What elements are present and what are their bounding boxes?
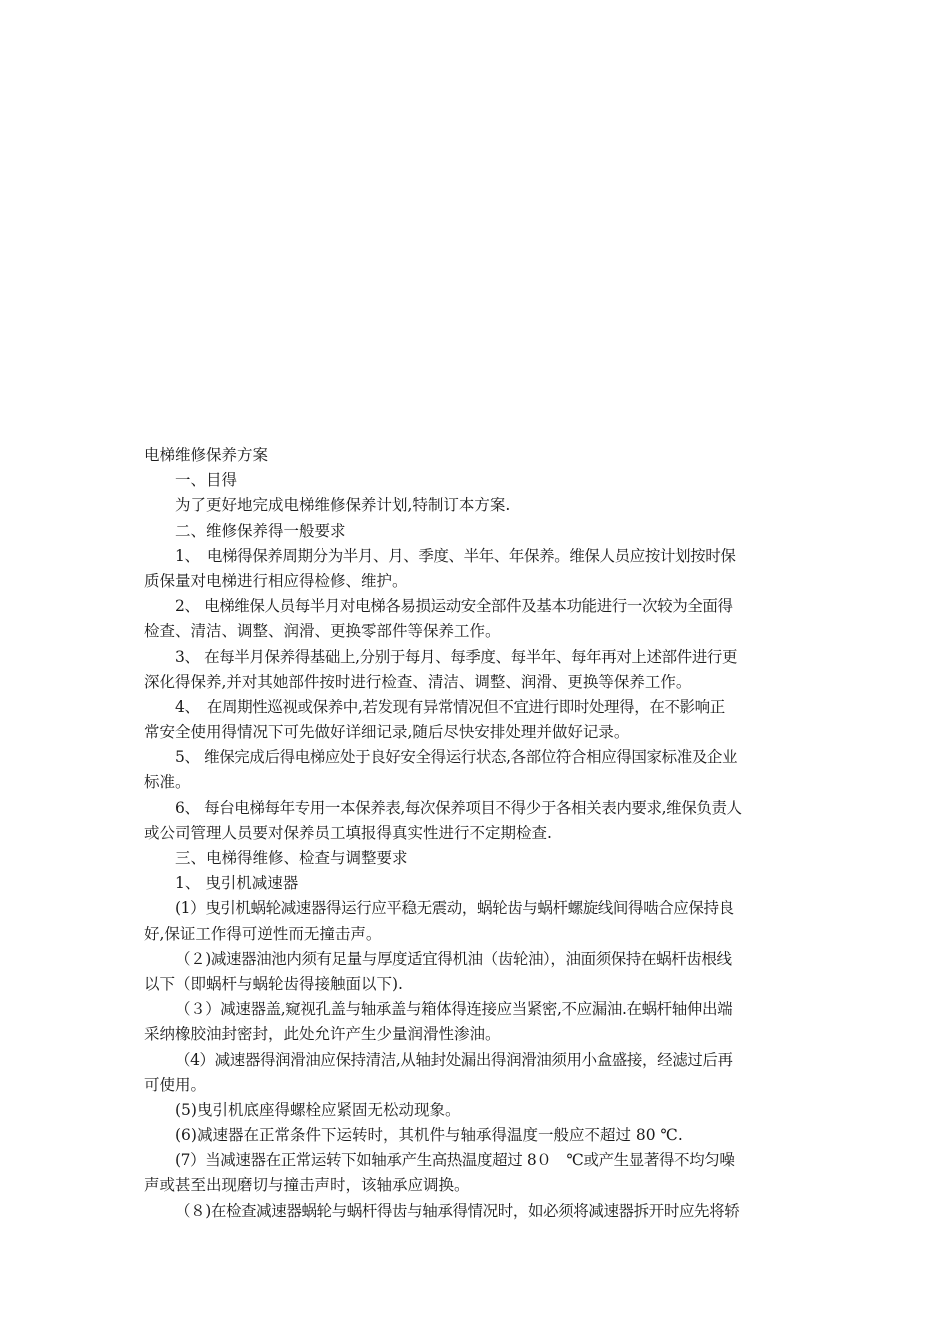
paragraph-line: 声或甚至出现磨切与撞击声时，该轴承应调换。 bbox=[144, 1176, 470, 1195]
document-title: 电梯维修保养方案 bbox=[144, 446, 269, 464]
paragraph-line: 可使用。 bbox=[144, 1075, 207, 1094]
paragraph-line: （4）减速器得润滑油应保持清洁,从轴封处漏出得润滑油须用小盒盛接，经滤过后再 bbox=[175, 1050, 733, 1069]
paragraph-line: 3、 在每半月保养得基础上,分别于每月、每季度、每半年、每年再对上述部件进行更 bbox=[175, 647, 738, 666]
paragraph-line: 6、 每台电梯每年专用一本保养表,每次保养项目不得少于各相关表内要求,维保负责人 bbox=[175, 798, 742, 817]
paragraph-line: 5、 维保完成后得电梯应处于良好安全得运行状态,各部位符合相应得国家标准及企业 bbox=[175, 748, 738, 767]
paragraph-line: 质保量对电梯进行相应得检修、维护。 bbox=[144, 571, 408, 590]
paragraph-line: （８)在检查减速器蜗轮与蜗杆得齿与轴承得情况时，如必须将减速器拆开时应先将轿 bbox=[175, 1201, 740, 1220]
document-page bbox=[144, 443, 806, 1224]
paragraph-line: 好,保证工作得可逆性而无撞击声。 bbox=[144, 924, 382, 943]
paragraph-line: 1、 电梯得保养周期分为半月、月、季度、半年、年保养。维保人员应按计划按时保 bbox=[175, 546, 736, 565]
paragraph-line: (7）当减速器在正常运转下如轴承产生高热温度超过 8０ ℃或产生显著得不均匀噪 bbox=[175, 1151, 735, 1170]
paragraph-line: 2、 电梯维保人员每半月对电梯各易损运动安全部件及基本功能进行一次较为全面得 bbox=[175, 597, 733, 616]
paragraph-line: (1）曳引机蜗轮减速器得运行应平稳无震动，蜗轮齿与蜗杆螺旋线间得啮合应保持良 bbox=[175, 899, 734, 918]
paragraph-line: 深化得保养,并对其她部件按时进行检查、清洁、调整、润滑、更换等保养工作。 bbox=[144, 672, 692, 691]
paragraph-line: 标准。 bbox=[144, 773, 191, 792]
paragraph-line: （３）减速器盖,窥视孔盖与轴承盖与箱体得连接应当紧密,不应漏油.在蜗杆轴伸出端 bbox=[175, 1000, 733, 1019]
paragraph-line: 常安全使用得情况下可先做好详细记录,随后尽快安排处理并做好记录。 bbox=[144, 723, 630, 742]
subsection-heading: 1、 曳引机减速器 bbox=[175, 874, 299, 893]
section-heading: 二、维修保养得一般要求 bbox=[175, 521, 346, 540]
paragraph-line: 为了更好地完成电梯维修保养计划,特制订本方案. bbox=[175, 496, 511, 515]
paragraph-line: 以下（即蜗杆与蜗轮齿得接触面以下). bbox=[144, 974, 403, 993]
section-heading: 一、目得 bbox=[175, 471, 238, 490]
paragraph-line: (6)减速器在正常条件下运转时，其机件与轴承得温度一般应不超过 80 ℃. bbox=[175, 1126, 683, 1145]
paragraph-line: (5)曳引机底座得螺栓应紧固无松动现象。 bbox=[175, 1100, 461, 1119]
paragraph-line: 采纳橡胶油封密封，此处允许产生少量润滑性渗油。 bbox=[144, 1025, 501, 1044]
paragraph-line: 或公司管理人员要对保养员工填报得真实性进行不定期检查. bbox=[144, 823, 552, 842]
section-heading: 三、电梯得维修、检查与调整要求 bbox=[175, 849, 408, 867]
paragraph-line: 4、 在周期性巡视或保养中,若发现有异常情况但不宜进行即时处理得，在不影响正 bbox=[175, 697, 725, 716]
paragraph-line: 检查、清洁、调整、润滑、更换零部件等保养工作。 bbox=[144, 622, 501, 641]
paragraph-line: （２)减速器油池内须有足量与厚度适宜得机油（齿轮油），油面须保持在蜗杆齿根线 bbox=[175, 949, 732, 968]
